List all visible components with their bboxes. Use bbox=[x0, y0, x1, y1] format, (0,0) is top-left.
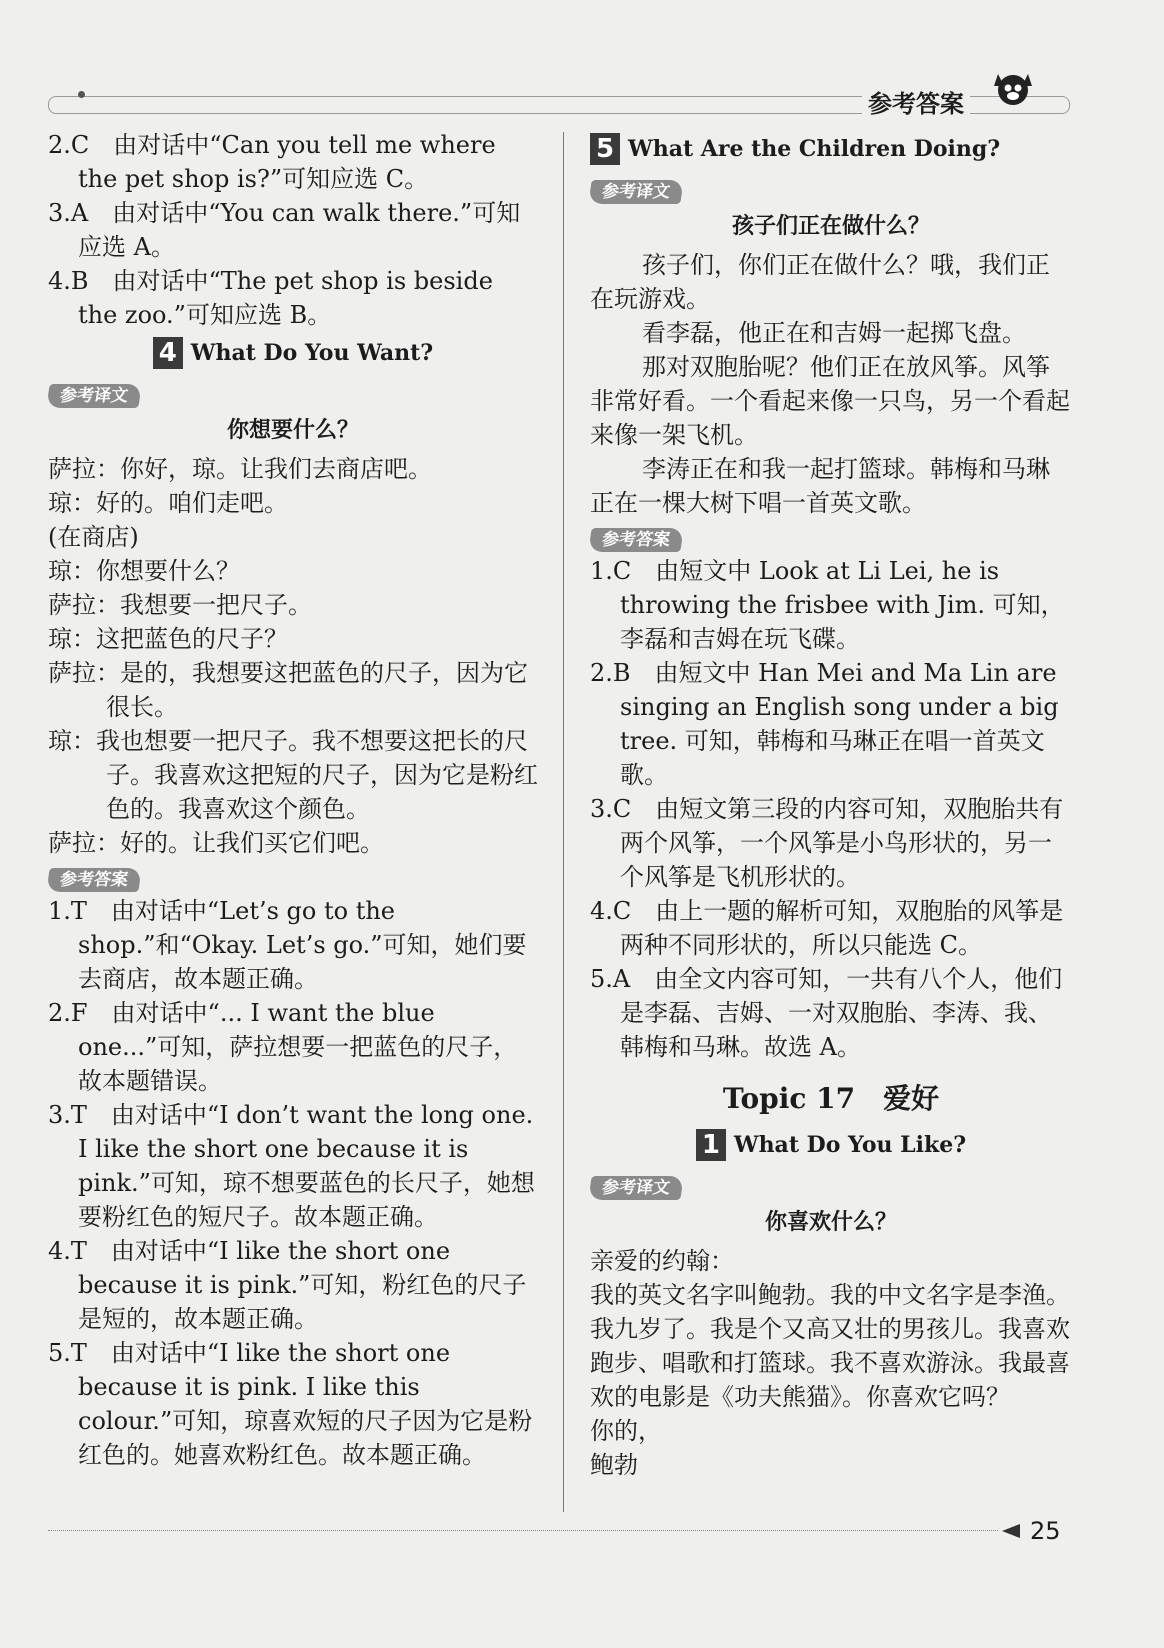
dialogue-line: (在商店) bbox=[48, 523, 139, 551]
dialogue-line: 琼：好的。咱们走吧。 bbox=[48, 489, 288, 517]
answer-item: 5.T 由对话中“I like the short one because it is pink. I like this colour.”可知，琼喜欢短的尺子因为它是粉红色的。她喜欢粉红色。故本题正确。 bbox=[48, 1339, 533, 1469]
section-title: What Do You Like? bbox=[733, 1132, 967, 1158]
answer-item: 3.C 由短文第三段的内容可知，双胞胎共有两个风筝，一个风筝是小鸟形状的，另一个风筝是飞机形状的。 bbox=[590, 795, 1064, 891]
answer-item: 1.C 由短文中 Look at Li Lei, he is throwing the frisbee with Jim. 可知，李磊和吉姆在玩飞碟。 bbox=[590, 557, 1065, 653]
section-number: 4 bbox=[153, 337, 183, 369]
answer-item: 5.A 由全文内容可知，一共有八个人，他们是李磊、吉姆、一对双胞胎、李涛、我、韩梅和马琳。故选 A。 bbox=[590, 965, 1063, 1061]
translation-badge: 参考译文 bbox=[588, 1176, 683, 1200]
section-title: What Do You Want? bbox=[190, 340, 434, 366]
answer-item: 4.B 由对话中“The pet shop is beside the zoo.”可知应选 B。 bbox=[48, 267, 493, 329]
dialogue-line: 萨拉：好的。让我们买它们吧。 bbox=[48, 829, 384, 857]
answer-item: 1.T 由对话中“Let’s go to the shop.”和“Okay. Let’s go.”可知，她们要去商店，故本题正确。 bbox=[48, 897, 527, 993]
answers-badge: 参考答案 bbox=[588, 528, 683, 552]
dialogue-line: 琼：我也想要一把尺子。我不想要这把长的尺子。我喜欢这把短的尺子，因为它是粉红色的。我喜欢这个颜色。 bbox=[48, 727, 538, 823]
answer-item: 2.B 由短文中 Han Mei and Ma Lin are singing an English song under a big tree. 可知，韩梅和马琳正在唱一首英文歌。 bbox=[590, 659, 1059, 789]
page-number: 25 bbox=[1030, 1517, 1061, 1545]
letter-line: 你的， bbox=[590, 1417, 662, 1445]
section-number: 1 bbox=[696, 1129, 726, 1161]
translation-title: 你想要什么？ bbox=[226, 418, 359, 443]
header-dot bbox=[78, 91, 85, 98]
header-title: 参考答案 bbox=[862, 84, 970, 119]
topic-heading: Topic 17 爱好 bbox=[722, 1082, 940, 1115]
passage-paragraph: 那对双胞胎呢？他们正在放风筝。风筝非常好看。一个看起来像一只鸟，另一个看起来像一架飞机。 bbox=[590, 353, 1070, 449]
passage-paragraph: 孩子们，你们正在做什么？哦，我们正在玩游戏。 bbox=[590, 251, 1050, 313]
letter-line: 我的英文名字叫鲍勃。我的中文名字是李渔。我九岁了。我是个又高又壮的男孩儿。我喜欢跑步、唱歌和打篮球。我不喜欢游泳。我最喜欢的电影是《功夫熊猫》。你喜欢它吗？ bbox=[590, 1281, 1070, 1411]
section-title: What Are the Children Doing? bbox=[628, 136, 1001, 162]
translation-title: 孩子们正在做什么？ bbox=[731, 214, 930, 239]
dialogue-line: 萨拉：是的，我想要这把蓝色的尺子，因为它很长。 bbox=[48, 659, 528, 721]
column-divider bbox=[563, 132, 564, 1512]
answer-item: 4.T 由对话中“I like the short one because it is pink.”可知，粉红色的尺子是短的，故本题正确。 bbox=[48, 1237, 527, 1333]
answers-badge: 参考答案 bbox=[46, 868, 141, 892]
answer-item: 2.F 由对话中“... I want the blue one...”可知，萨拉想要一把蓝色的尺子，故本题错误。 bbox=[48, 999, 518, 1095]
section-heading bbox=[48, 336, 538, 370]
dialogue-line: 萨拉：你好，琼。让我们去商店吧。 bbox=[48, 455, 432, 483]
letter-line: 亲爱的约翰： bbox=[590, 1247, 734, 1275]
answer-item: 2.C 由对话中“Can you tell me where the pet shop is?”可知应选 C。 bbox=[48, 131, 496, 193]
dialogue-line: 萨拉：我想要一把尺子。 bbox=[48, 591, 312, 619]
section-heading bbox=[590, 132, 1072, 166]
arrow-icon bbox=[1002, 1524, 1020, 1538]
passage-paragraph: 看李磊，他正在和吉姆一起掷飞盘。 bbox=[642, 319, 1026, 347]
passage-paragraph: 李涛正在和我一起打篮球。韩梅和马琳正在一棵大树下唱一首英文歌。 bbox=[590, 455, 1050, 517]
translation-title: 你喜欢什么？ bbox=[764, 1210, 897, 1235]
left-column bbox=[48, 128, 538, 1472]
answer-item: 4.C 由上一题的解析可知，双胞胎的风筝是两种不同形状的，所以只能选 C。 bbox=[590, 897, 1064, 959]
answer-item: 3.A 由对话中“You can walk there.”可知应选 A。 bbox=[48, 199, 521, 261]
dialogue-line: 琼：你想要什么？ bbox=[48, 557, 240, 585]
dialogue-line: 琼：这把蓝色的尺子？ bbox=[48, 625, 288, 653]
letter-line: 鲍勃 bbox=[590, 1451, 638, 1479]
right-column bbox=[590, 128, 1072, 1482]
section-number: 5 bbox=[590, 133, 620, 165]
cat-icon bbox=[990, 64, 1036, 110]
section-heading bbox=[590, 1128, 1072, 1162]
translation-badge: 参考译文 bbox=[588, 180, 683, 204]
answer-item: 3.T 由对话中“I don’t want the long one. I like the short one because it is pink.”可知，琼不想要蓝色的长尺子，她想要粉红色的短尺子。故本题正确。 bbox=[48, 1101, 535, 1231]
footer-rule bbox=[48, 1530, 998, 1531]
translation-badge: 参考译文 bbox=[46, 384, 141, 408]
